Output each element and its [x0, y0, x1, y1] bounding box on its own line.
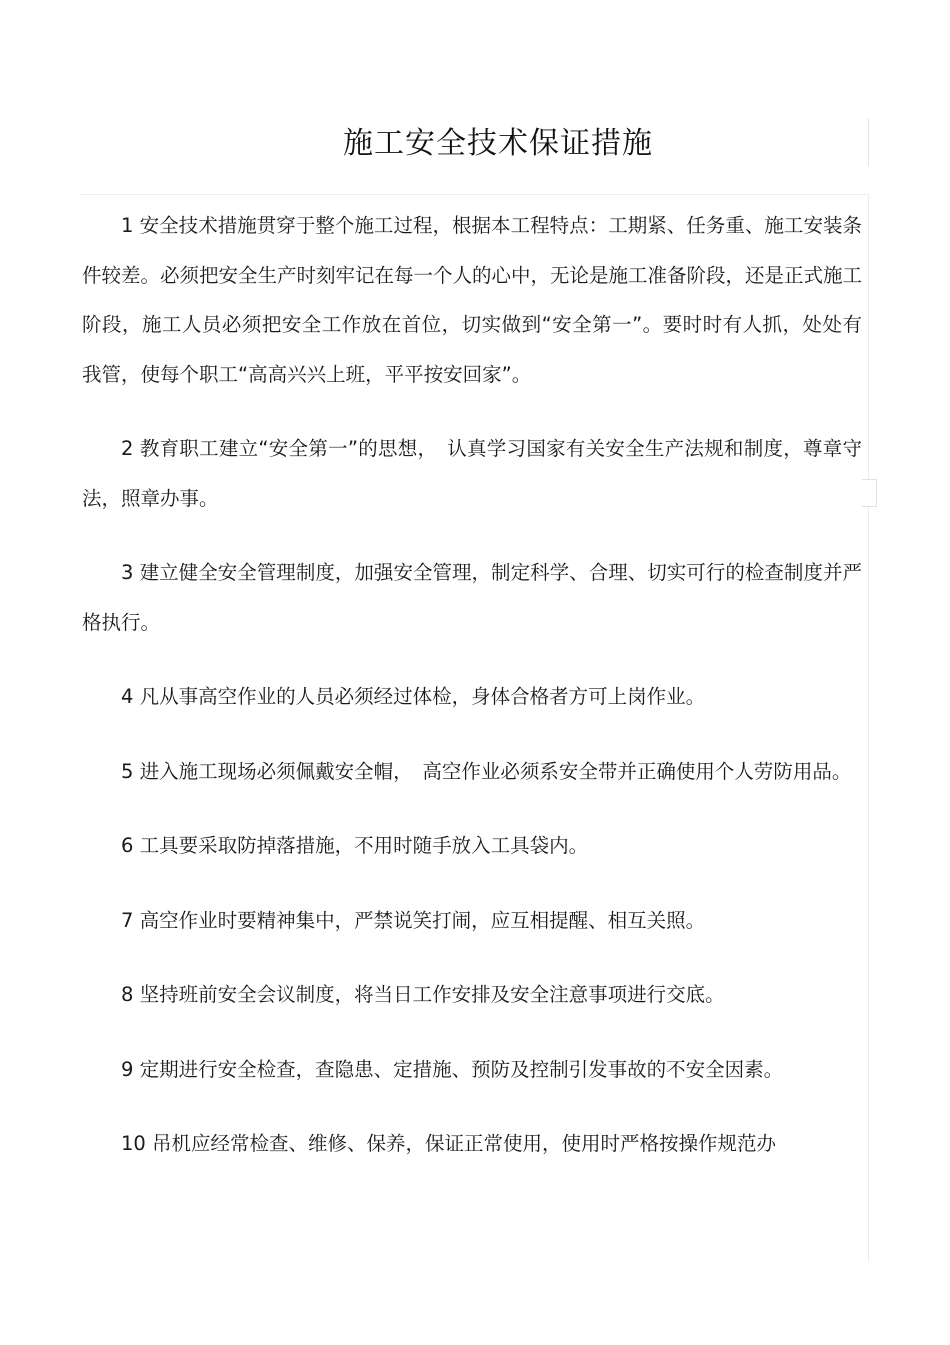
- page-border-right: [868, 194, 869, 1262]
- paragraph-7: 7 高空作业时要精神集中，严禁说笑打闹，应互相提醒、相互关照。: [121, 908, 706, 932]
- paragraph-6: 6 工具要采取防掉落措施，不用时随手放入工具袋内。: [121, 834, 589, 857]
- paragraph-10: 10 吊机应经常检查、维修、保养，保证正常使用，使用时严格按操作规范办: [121, 1132, 777, 1155]
- page-edge-marker: [862, 479, 877, 507]
- page-border-top: [80, 194, 869, 195]
- paragraph-1: 1 安全技术措施贯穿于整个施工过程，根据本工程特点：工期紧、任务重、施工安装条件较差。必须把安全生产时刻牢记在每一个人的心中，无论是施工准备阶段，还是正式施工阶段，施工人员必须把安全工作放在首位，切实做到“安全第一”。要时时有人抓，处处有我管，使每个职工“高高兴兴上班，平平按安回家”。: [82, 214, 863, 386]
- document-title: 施工安全技术保证措施: [343, 126, 653, 161]
- paragraph-5: 5 进入施工现场必须佩戴安全帽， 高空作业必须系安全带并正确使用个人劳防用品。: [121, 759, 852, 783]
- paragraph-3: 3 建立健全安全管理制度，加强安全管理，制定科学、合理、切实可行的检查制度并严格执行。: [82, 561, 862, 634]
- paragraph-8: 8 坚持班前安全会议制度，将当日工作安排及安全注意事项进行交底。: [121, 983, 725, 1006]
- paragraph-4: 4 凡从事高空作业的人员必须经过体检，身体合格者方可上岗作业。: [121, 685, 706, 708]
- paragraph-9: 9 定期进行安全检查，查隐患、定措施、预防及控制引发事故的不安全因素。: [121, 1057, 784, 1081]
- document-body: [82, 201, 862, 1194]
- paragraph-2: 2 教育职工建立“安全第一”的思想， 认真学习国家有关安全生产法规和制度，尊章守法，照章办事。: [82, 437, 862, 510]
